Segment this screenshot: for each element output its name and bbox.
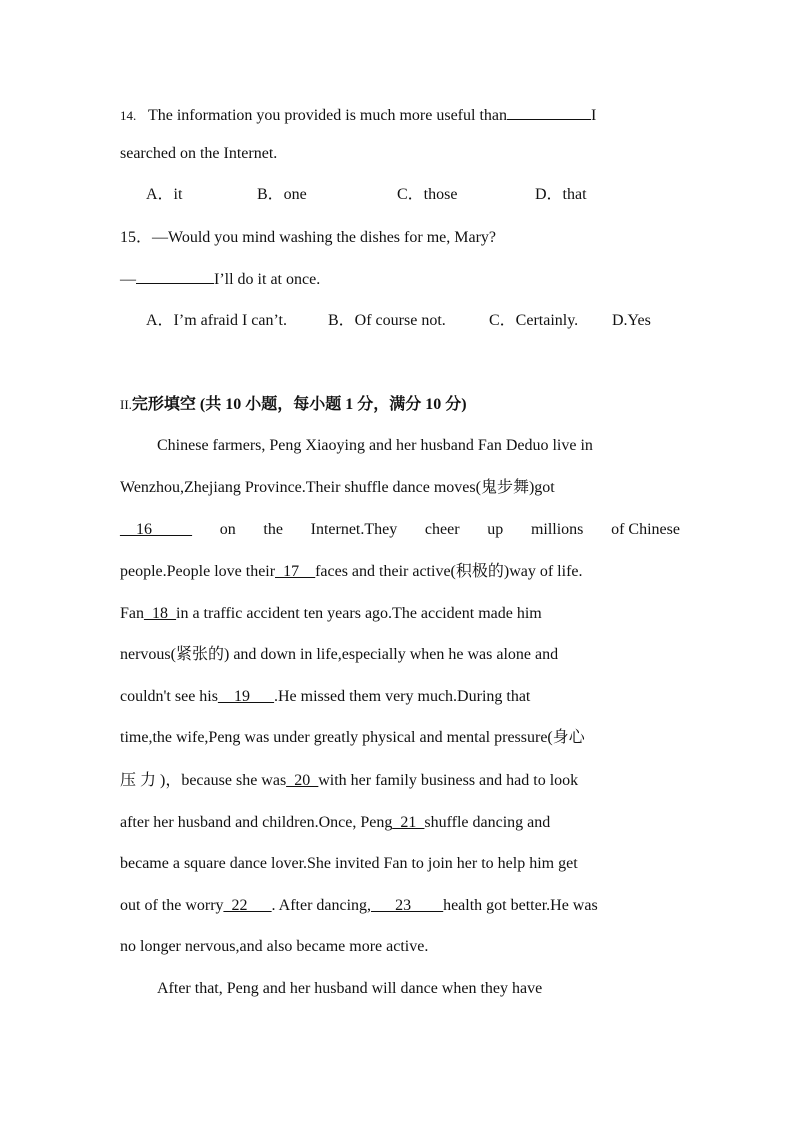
text: people.People love their xyxy=(120,563,276,580)
text: 压 力 )，because she was xyxy=(120,772,287,789)
passage-line-8: time,the wife,Peng was under greatly physical and mental pressure(身心 xyxy=(120,729,585,746)
section-heading xyxy=(120,395,680,415)
passage-line-12 xyxy=(120,896,680,916)
word: of Chinese xyxy=(611,521,680,538)
q14-option-c[interactable]: C．those xyxy=(397,186,458,203)
text: with her family business and had to look xyxy=(318,772,579,789)
q14-line1 xyxy=(120,105,680,126)
q15-line1: 15．—Would you mind washing the dishes for me, Mary? xyxy=(120,229,496,246)
blank-18[interactable]: _18_ xyxy=(144,605,176,622)
text: faces and their active(积极的)way of life. xyxy=(315,563,583,580)
q14-stem-end: I xyxy=(591,107,597,124)
word: the xyxy=(263,521,283,538)
text: out of the worry xyxy=(120,897,224,914)
passage-line-4 xyxy=(120,562,680,582)
passage-line-9 xyxy=(120,771,680,791)
section-title: 完形填空 (共 10 小题，每小题 1 分，满分 10 分) xyxy=(131,396,467,413)
section-number: II. xyxy=(120,397,132,412)
q14-number: 14. xyxy=(120,108,137,123)
text: after her husband and children.Once, Peng xyxy=(120,814,393,831)
text: . After dancing, xyxy=(271,897,372,914)
q14-option-b[interactable]: B．one xyxy=(257,186,307,203)
passage-line-3 xyxy=(120,520,680,540)
blank-17[interactable]: _17__ xyxy=(275,563,316,580)
passage-line-10 xyxy=(120,813,680,833)
passage-line-11: became a square dance lover.She invited Fan to join her to help him get xyxy=(120,855,578,872)
word: up xyxy=(487,521,504,538)
q15-reply: I’ll do it at once. xyxy=(214,271,321,288)
q15-option-c[interactable]: C．Certainly. xyxy=(489,312,579,329)
q14-option-d[interactable]: D．that xyxy=(535,186,587,203)
q15-dash: — xyxy=(120,271,136,288)
q15-option-b[interactable]: B．Of course not. xyxy=(328,312,446,329)
passage-line-1: Chinese farmers, Peng Xiaoying and her husband Fan Deduo live in xyxy=(157,437,593,454)
q15-blank[interactable] xyxy=(136,269,214,284)
text: .He missed them very much.During that xyxy=(273,688,531,705)
text: health got better.He was xyxy=(443,897,598,914)
word: Internet.They xyxy=(310,521,398,538)
blank-20[interactable]: _20_ xyxy=(286,772,319,789)
q14-line2: searched on the Internet. xyxy=(120,145,278,162)
word: millions xyxy=(530,521,584,538)
blank-19[interactable]: __19___ xyxy=(217,688,274,705)
blank-21[interactable]: _21_ xyxy=(392,814,425,831)
passage-line-14: After that, Peng and her husband will dance when they have xyxy=(157,980,543,997)
q15-option-d[interactable]: D.Yes xyxy=(612,312,651,329)
blank-23[interactable]: ___23____ xyxy=(371,897,444,914)
q14-stem: The information you provided is much more useful than xyxy=(147,107,507,124)
q15-line2 xyxy=(120,269,680,290)
q14-option-a[interactable]: A．it xyxy=(146,186,183,203)
text: shuffle dancing and xyxy=(424,814,551,831)
q14-blank[interactable] xyxy=(507,105,591,120)
passage-line-2: Wenzhou,Zhejiang Province.Their shuffle dance moves(鬼步舞)got xyxy=(120,479,555,496)
text: in a traffic accident ten years ago.The accident made him xyxy=(176,605,542,622)
q15-option-a[interactable]: A．I’m afraid I can’t. xyxy=(146,312,287,329)
blank-16[interactable]: __16_____ xyxy=(120,521,192,538)
passage-line-6: nervous(紧张的) and down in life,especially when he was alone and xyxy=(120,646,559,663)
passage-line-7 xyxy=(120,687,680,707)
text: Fan xyxy=(120,605,144,622)
word: cheer xyxy=(424,521,460,538)
text: couldn't see his xyxy=(120,688,218,705)
blank-22[interactable]: _22___ xyxy=(223,897,272,914)
word: on xyxy=(219,521,236,538)
passage-line-5 xyxy=(120,604,680,624)
passage-line-13: no longer nervous,and also became more active. xyxy=(120,938,429,955)
